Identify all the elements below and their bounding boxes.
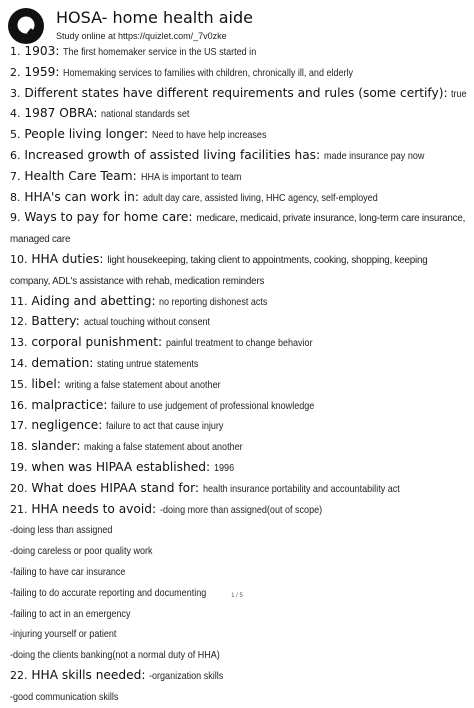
list-item	[10, 250, 468, 292]
sub-list-item: -failing to act in an emergency	[10, 607, 131, 620]
item-number: 20.	[10, 481, 28, 495]
list-item	[10, 104, 468, 125]
item-number: 21.	[10, 502, 28, 516]
item-number: 10.	[10, 252, 28, 266]
list-item	[10, 167, 468, 188]
item-term: malpractice:	[31, 397, 108, 412]
sub-list-item: -doing less than assigned	[10, 524, 113, 537]
item-number: 7.	[10, 169, 21, 183]
page-subtitle: Study online at https://quizlet.com/_7v0zke	[56, 31, 227, 41]
item-definition: health insurance portability and accountability act	[202, 482, 400, 495]
item-definition: stating untrue statements	[97, 357, 199, 370]
item-number: 5.	[10, 128, 21, 142]
item-number: 8.	[10, 190, 21, 204]
item-definition: true	[451, 87, 468, 100]
item-definition: HHA is important to team	[140, 170, 241, 183]
sub-list-item: -injuring yourself or patient	[10, 628, 117, 641]
page-title: HOSA- home health aide	[56, 8, 253, 27]
item-number: 15.	[10, 377, 28, 391]
item-definition: making a false statement about another	[84, 441, 243, 454]
item-definition: failure to use judgement of professional knowledge	[111, 399, 315, 412]
sub-list-item: -doing careless or poor quality work	[10, 545, 153, 558]
item-number: 4.	[10, 107, 21, 121]
sub-list-item: -good communication skills	[10, 690, 119, 703]
item-number: 16.	[10, 398, 28, 412]
item-term: 1903:	[24, 44, 60, 58]
item-term: Different states have different requirements and rules (some certify):	[24, 85, 448, 100]
item-term: Health Care Team:	[24, 168, 137, 183]
page-number: 1 / 5	[231, 593, 243, 599]
item-number: 19.	[10, 460, 28, 474]
item-definition: 1996	[213, 461, 235, 474]
list-item	[10, 375, 468, 396]
item-term: libel:	[31, 376, 61, 391]
item-term: Ways to pay for home care:	[24, 210, 193, 225]
item-term: HHA duties:	[31, 251, 104, 266]
item-definition: actual touching without consent	[83, 316, 210, 329]
item-definition: medicare, medicaid, private insurance, long-term care insurance, managed care	[10, 213, 466, 246]
item-number: 17.	[10, 419, 28, 433]
item-definition: -organization skills	[149, 669, 224, 682]
sub-list-item: -doing the clients banking(not a normal duty of HHA)	[10, 649, 220, 662]
item-definition: writing a false statement about another	[64, 378, 221, 391]
item-term: Increased growth of assisted living facilities has:	[24, 147, 321, 162]
list-item	[10, 292, 468, 313]
item-definition: painful treatment to change behavior	[165, 337, 313, 350]
list-item	[10, 354, 468, 375]
list-item	[10, 437, 468, 458]
item-term: negligence:	[31, 418, 103, 433]
item-definition: made insurance pay now	[324, 149, 425, 162]
item-term: What does HIPAA stand for:	[31, 480, 199, 495]
item-term: People living longer:	[24, 127, 149, 142]
item-number: 6.	[10, 148, 21, 162]
item-definition: failure to act that cause injury	[106, 420, 224, 433]
quizlet-logo-icon	[8, 8, 44, 44]
item-term: 1987 OBRA:	[24, 106, 98, 121]
list-item	[10, 42, 468, 63]
item-term: HHA needs to avoid:	[31, 501, 157, 516]
item-definition: national standards set	[101, 108, 190, 121]
list-item	[10, 666, 468, 687]
item-term: when was HIPAA established:	[31, 459, 211, 474]
item-term: 1959:	[24, 64, 60, 79]
list-item	[10, 146, 468, 167]
item-term: HHA skills needed:	[31, 667, 146, 682]
item-definition: Need to have help increases	[152, 129, 267, 142]
item-number: 9.	[10, 211, 21, 225]
list-item	[10, 63, 468, 84]
list-item	[10, 84, 468, 105]
item-definition: light housekeeping, taking client to appointments, cooking, shopping, keeping company, ADL's assistance with rehab, medication reminders	[10, 254, 428, 287]
item-definition: Homemaking services to families with children, chronically ill, and elderly	[63, 66, 354, 79]
item-number: 18.	[10, 440, 28, 454]
list-item	[10, 333, 468, 354]
item-number: 14.	[10, 356, 28, 370]
item-number: 13.	[10, 336, 28, 350]
list-item	[10, 312, 468, 333]
list-item	[10, 500, 468, 521]
flashcard-list	[10, 42, 468, 708]
list-item	[10, 416, 468, 437]
item-number: 12.	[10, 315, 28, 329]
item-term: Aiding and abetting:	[31, 293, 156, 308]
list-item	[10, 458, 468, 479]
item-term: Battery:	[31, 314, 80, 329]
item-term: corporal punishment:	[31, 335, 163, 350]
item-term: slander:	[31, 439, 81, 454]
list-item	[10, 208, 468, 250]
list-item	[10, 479, 468, 500]
item-term: HHA's can work in:	[24, 189, 139, 204]
item-number: 3.	[10, 86, 21, 100]
item-term: demation:	[31, 355, 94, 370]
sub-list-item: -failing to have car insurance	[10, 565, 126, 578]
item-definition: adult day care, assisted living, HHC agency, self-employed	[142, 191, 378, 204]
item-number: 2.	[10, 65, 21, 79]
item-number: 1.	[10, 45, 21, 58]
item-number: 22.	[10, 668, 28, 682]
sub-list-item: -failing to do accurate reporting and documenting	[10, 586, 207, 599]
header	[8, 6, 468, 46]
list-item	[10, 125, 468, 146]
item-definition: no reporting dishonest acts	[159, 295, 268, 308]
list-item	[10, 396, 468, 417]
item-definition: -doing more than assigned(out of scope)	[159, 503, 323, 516]
list-item	[10, 188, 468, 209]
item-number: 11.	[10, 294, 28, 308]
item-definition: The first homemaker service in the US started in	[63, 46, 257, 58]
